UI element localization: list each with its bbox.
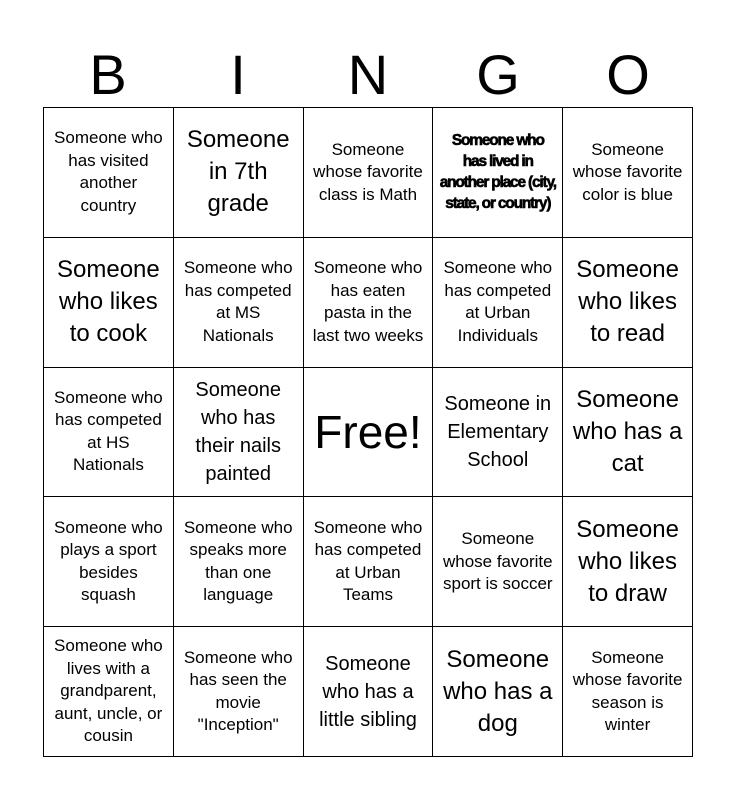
bingo-cell[interactable] (563, 627, 693, 757)
bingo-cell[interactable] (563, 368, 693, 498)
bingo-cell[interactable] (44, 238, 174, 368)
bingo-cell[interactable] (433, 627, 563, 757)
bingo-cell-text: Someone who has lived in another place (city, state, or country) (439, 132, 556, 213)
bingo-cell-text: Someone whose favorite sport is soccer (442, 529, 553, 594)
bingo-cell-text: Someone who has competed at Urban Individuals (443, 258, 553, 345)
header-letter-g: G (476, 43, 520, 106)
bingo-cell-text: Someone who has a cat (572, 385, 683, 477)
bingo-cell[interactable] (44, 627, 174, 757)
bingo-cell-text: Someone who has their nails painted (195, 378, 281, 485)
bingo-cell-text: Someone who has eaten pasta in the last two weeks (312, 258, 424, 345)
bingo-cell[interactable] (433, 108, 563, 238)
bingo-cell[interactable] (433, 238, 563, 368)
bingo-cell-text: Someone who has competed at Urban Teams (313, 517, 423, 605)
bingo-cell-text: Someone in 7th grade (186, 126, 290, 218)
bingo-cell-text: Someone who has a dog (443, 645, 553, 737)
bingo-cell[interactable] (44, 368, 174, 498)
bingo-cell-text: Someone who lives with a grandparent, aunt, uncle, or cousin (54, 636, 163, 746)
bingo-cell[interactable] (563, 238, 693, 368)
header-letter-i: I (230, 43, 246, 106)
bingo-cell-text: Someone who has visited another country (54, 128, 163, 215)
bingo-header (43, 42, 693, 108)
bingo-cell-text: Someone who plays a sport besides squash (54, 517, 163, 605)
bingo-cell-text: Someone in Elementary School (444, 392, 552, 471)
header-letter-n: N (347, 43, 389, 106)
bingo-cell[interactable] (304, 108, 434, 238)
bingo-cell[interactable] (304, 238, 434, 368)
free-space-cell[interactable] (304, 368, 434, 498)
header-letter-o: O (606, 43, 650, 106)
bingo-cell[interactable] (44, 108, 174, 238)
bingo-cell-text: Someone whose favorite season is winter (572, 647, 683, 735)
bingo-cell-text: Someone who likes to read (576, 256, 679, 348)
bingo-cell[interactable] (563, 497, 693, 627)
bingo-cell[interactable] (304, 497, 434, 627)
bingo-cell[interactable] (174, 497, 304, 627)
bingo-cell[interactable] (174, 627, 304, 757)
header-letter-b: B (89, 43, 127, 106)
bingo-cell[interactable] (174, 368, 304, 498)
bingo-cell-text: Someone whose favorite color is blue (572, 139, 683, 204)
bingo-board (43, 107, 693, 757)
bingo-cell-text: Someone who has a little sibling (319, 652, 417, 731)
bingo-cell[interactable] (44, 497, 174, 627)
bingo-cell-text: Someone who has competed at HS Nationals (54, 387, 163, 475)
bingo-cell-text: Someone whose favorite class is Math (313, 139, 423, 204)
bingo-cell[interactable] (433, 368, 563, 498)
bingo-cell[interactable] (433, 497, 563, 627)
bingo-cell[interactable] (563, 108, 693, 238)
bingo-cell-text: Someone who speaks more than one language (183, 517, 293, 605)
bingo-cell-text: Someone who likes to draw (576, 515, 679, 607)
bingo-cell-text: Free! (314, 405, 422, 458)
bingo-cell-text: Someone who likes to cook (57, 256, 160, 348)
bingo-cell[interactable] (174, 238, 304, 368)
bingo-cell[interactable] (304, 627, 434, 757)
bingo-cell[interactable] (174, 108, 304, 238)
bingo-cell-text: Someone who has seen the movie "Inception" (183, 647, 293, 735)
bingo-cell-text: Someone who has competed at MS Nationals (183, 258, 293, 345)
